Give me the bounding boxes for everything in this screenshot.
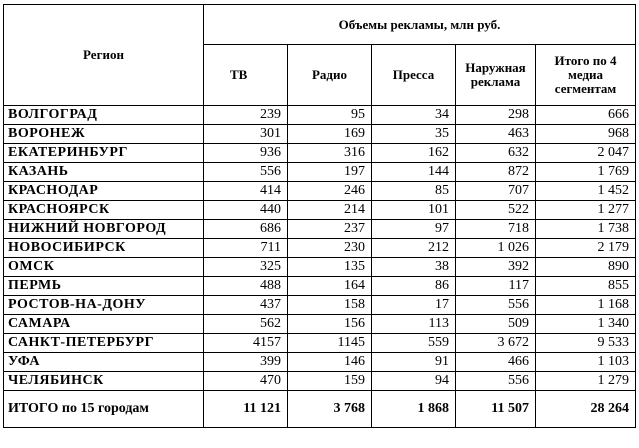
total-row [4, 391, 636, 428]
cell-press: 212 [372, 239, 456, 258]
total-radio: 3 768 [288, 391, 372, 428]
cell-tv: 936 [204, 144, 288, 163]
total-outdoor: 11 507 [456, 391, 536, 428]
cell-outdoor: 466 [456, 353, 536, 372]
header-col-total: Итого по 4 медиа сегментам [536, 45, 636, 106]
table-row [4, 239, 636, 258]
cell-outdoor: 3 672 [456, 334, 536, 353]
cell-radio: 197 [288, 163, 372, 182]
cell-sum: 1 340 [536, 315, 636, 334]
header-region: Регион [4, 5, 204, 106]
cell-press: 94 [372, 372, 456, 391]
cell-outdoor: 463 [456, 125, 536, 144]
table-row [4, 258, 636, 277]
cell-tv: 239 [204, 106, 288, 125]
row-region: ВОРОНЕЖ [4, 125, 204, 144]
row-region: САНКТ-ПЕТЕРБУРГ [4, 334, 204, 353]
cell-tv: 399 [204, 353, 288, 372]
row-region: УФА [4, 353, 204, 372]
row-region: ПЕРМЬ [4, 277, 204, 296]
cell-sum: 2 179 [536, 239, 636, 258]
cell-outdoor: 509 [456, 315, 536, 334]
table-row [4, 277, 636, 296]
cell-sum: 1 103 [536, 353, 636, 372]
cell-outdoor: 718 [456, 220, 536, 239]
row-region: САМАРА [4, 315, 204, 334]
row-region: ЧЕЛЯБИНСК [4, 372, 204, 391]
header-group-title [204, 5, 636, 45]
cell-tv: 4157 [204, 334, 288, 353]
table-body [4, 106, 636, 391]
cell-radio: 95 [288, 106, 372, 125]
cell-radio: 214 [288, 201, 372, 220]
header-col-outdoor: Наружная реклама [456, 45, 536, 106]
cell-sum: 968 [536, 125, 636, 144]
cell-sum: 1 277 [536, 201, 636, 220]
cell-outdoor: 632 [456, 144, 536, 163]
cell-radio: 169 [288, 125, 372, 144]
table-row [4, 315, 636, 334]
total-press: 1 868 [372, 391, 456, 428]
cell-tv: 488 [204, 277, 288, 296]
cell-outdoor: 1 026 [456, 239, 536, 258]
table-row [4, 182, 636, 201]
cell-outdoor: 522 [456, 201, 536, 220]
cell-radio: 230 [288, 239, 372, 258]
cell-press: 162 [372, 144, 456, 163]
cell-outdoor: 556 [456, 372, 536, 391]
cell-outdoor: 117 [456, 277, 536, 296]
cell-press: 38 [372, 258, 456, 277]
cell-radio: 1145 [288, 334, 372, 353]
row-region: ЕКАТЕРИНБУРГ [4, 144, 204, 163]
row-region: ВОЛГОГРАД [4, 106, 204, 125]
cell-radio: 158 [288, 296, 372, 315]
cell-outdoor: 872 [456, 163, 536, 182]
table-row [4, 201, 636, 220]
cell-radio: 159 [288, 372, 372, 391]
table-row [4, 106, 636, 125]
cell-tv: 686 [204, 220, 288, 239]
cell-press: 17 [372, 296, 456, 315]
row-region: НИЖНИЙ НОВГОРОД [4, 220, 204, 239]
cell-outdoor: 707 [456, 182, 536, 201]
cell-sum: 2 047 [536, 144, 636, 163]
advertising-volume-table [3, 4, 636, 428]
cell-sum: 855 [536, 277, 636, 296]
row-region: КРАСНОЯРСК [4, 201, 204, 220]
row-region: КАЗАНЬ [4, 163, 204, 182]
header-col-tv: ТВ [204, 45, 288, 106]
cell-sum: 890 [536, 258, 636, 277]
cell-radio: 156 [288, 315, 372, 334]
cell-outdoor: 556 [456, 296, 536, 315]
table-row [4, 220, 636, 239]
total-label: ИТОГО по 15 городам [4, 391, 204, 428]
table-row [4, 372, 636, 391]
cell-press: 97 [372, 220, 456, 239]
total-sum: 28 264 [536, 391, 636, 428]
cell-sum: 1 738 [536, 220, 636, 239]
cell-radio: 135 [288, 258, 372, 277]
cell-radio: 237 [288, 220, 372, 239]
cell-press: 113 [372, 315, 456, 334]
table-row [4, 334, 636, 353]
total-tv: 11 121 [204, 391, 288, 428]
cell-press: 85 [372, 182, 456, 201]
cell-radio: 146 [288, 353, 372, 372]
table-row [4, 163, 636, 182]
cell-radio: 316 [288, 144, 372, 163]
row-region: КРАСНОДАР [4, 182, 204, 201]
header-col-press: Пресса [372, 45, 456, 106]
row-region: НОВОСИБИРСК [4, 239, 204, 258]
cell-sum: 9 533 [536, 334, 636, 353]
cell-tv: 414 [204, 182, 288, 201]
row-region: ОМСК [4, 258, 204, 277]
table-row [4, 296, 636, 315]
cell-sum: 1 168 [536, 296, 636, 315]
cell-tv: 562 [204, 315, 288, 334]
cell-press: 35 [372, 125, 456, 144]
cell-press: 86 [372, 277, 456, 296]
row-region: РОСТОВ-НА-ДОНУ [4, 296, 204, 315]
cell-tv: 711 [204, 239, 288, 258]
header-group-text: Объемы рекламы, млн руб. [338, 16, 501, 32]
cell-press: 34 [372, 106, 456, 125]
cell-sum: 666 [536, 106, 636, 125]
header-col-radio: Радио [288, 45, 372, 106]
cell-press: 559 [372, 334, 456, 353]
cell-outdoor: 298 [456, 106, 536, 125]
cell-tv: 325 [204, 258, 288, 277]
table-row [4, 125, 636, 144]
cell-tv: 556 [204, 163, 288, 182]
table-row [4, 144, 636, 163]
cell-sum: 1 452 [536, 182, 636, 201]
cell-tv: 301 [204, 125, 288, 144]
cell-outdoor: 392 [456, 258, 536, 277]
cell-sum: 1 279 [536, 372, 636, 391]
cell-tv: 440 [204, 201, 288, 220]
cell-tv: 470 [204, 372, 288, 391]
document-page [3, 4, 635, 444]
cell-radio: 246 [288, 182, 372, 201]
cell-radio: 164 [288, 277, 372, 296]
cell-press: 144 [372, 163, 456, 182]
cell-sum: 1 769 [536, 163, 636, 182]
cell-press: 101 [372, 201, 456, 220]
cell-press: 91 [372, 353, 456, 372]
cell-tv: 437 [204, 296, 288, 315]
table-row [4, 353, 636, 372]
